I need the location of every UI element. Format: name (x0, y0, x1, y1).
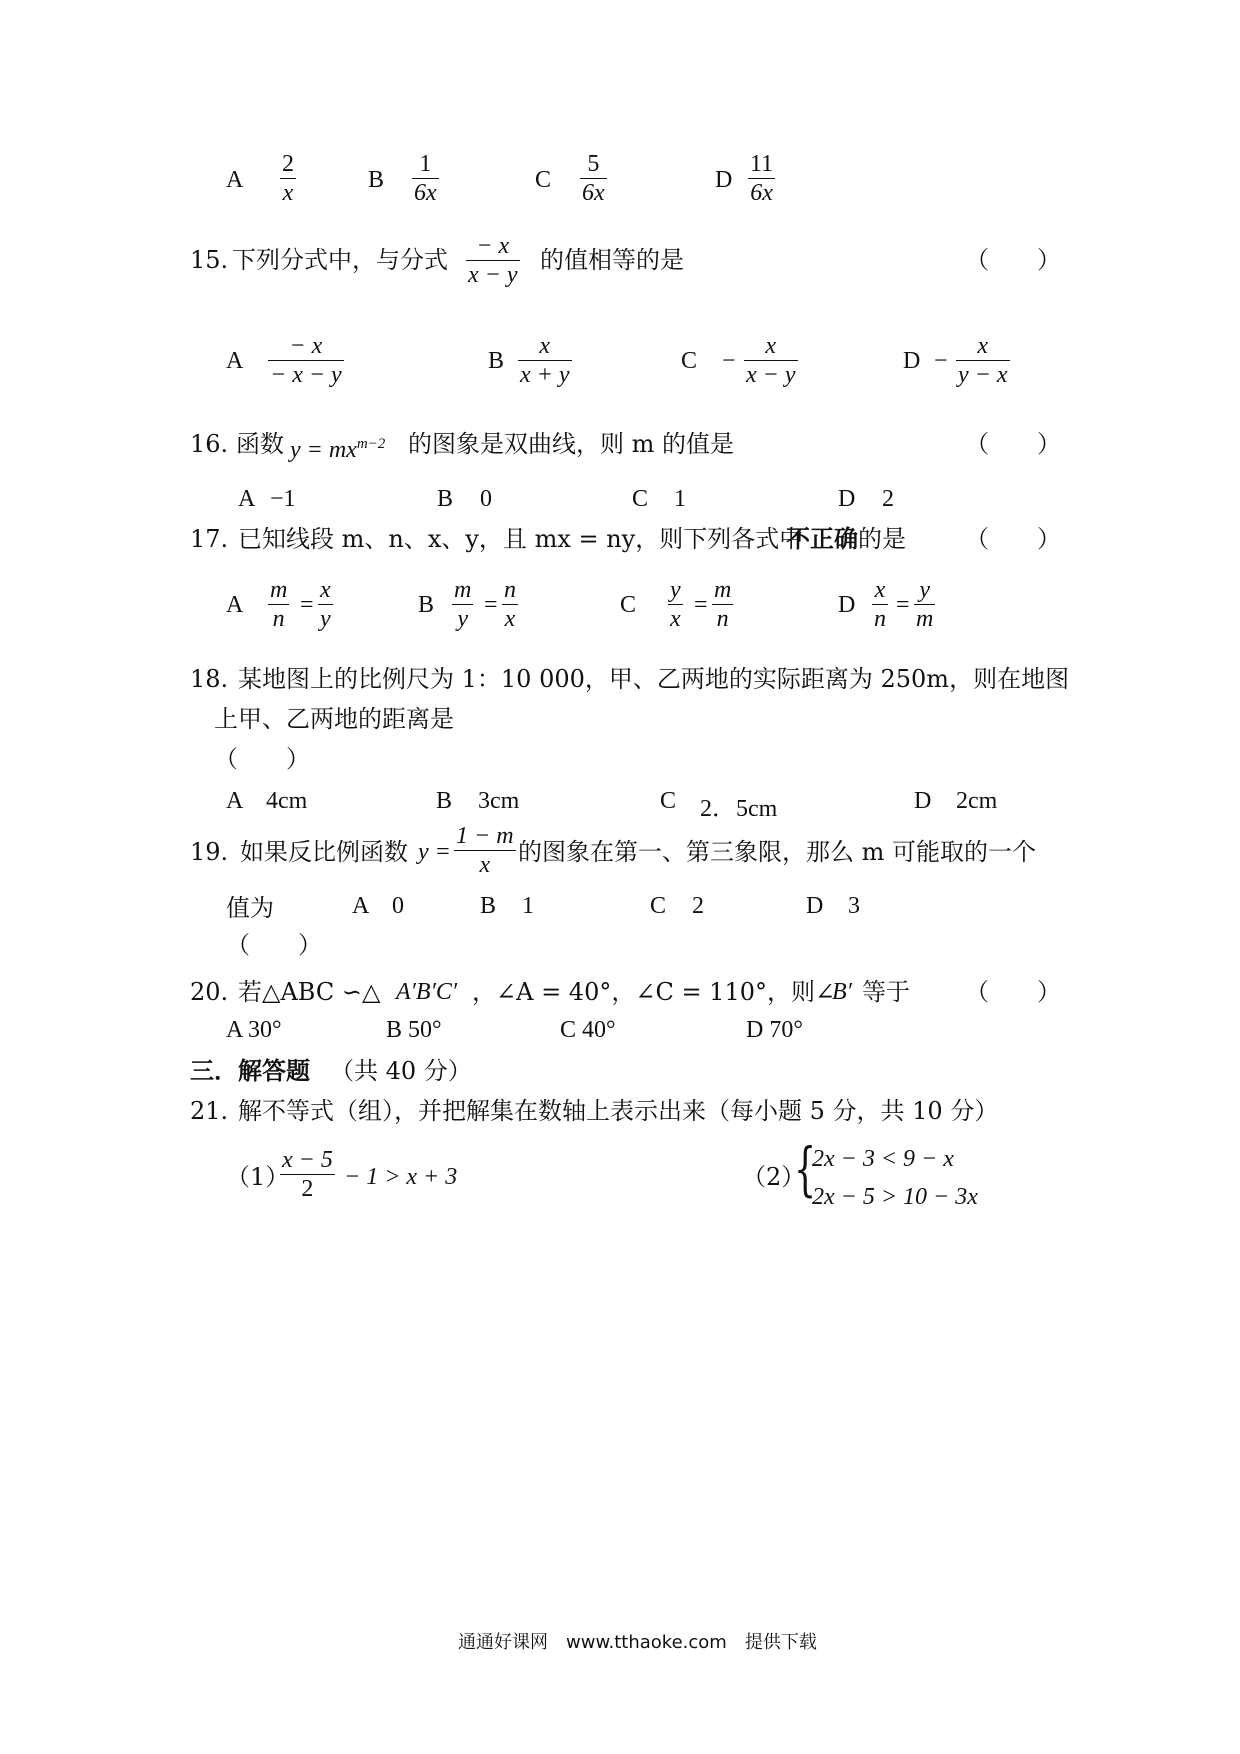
q15-stem-b: 的值相等的是 (540, 246, 684, 274)
q21-stem: 解不等式（组），并把解集在数轴上表示出来（每小题 5 分，共 10 分） (238, 1097, 999, 1125)
q17-stem-b: 的是 (858, 525, 906, 553)
q19-option-d-label: D (806, 893, 824, 919)
q18-number: 18. (190, 665, 229, 693)
q20-option-c: C 40° (560, 1017, 616, 1043)
q15-option-d-fraction: $\frac{x}{y - x}$ (958, 333, 1008, 388)
q19-option-d-value: 3 (848, 893, 860, 919)
q17-option-a-right-fraction: $\frac{x}{y}$ (320, 577, 331, 632)
q19-option-c-label: C (650, 893, 667, 919)
q17-option-a-left-fraction: $\frac{m}{n}$ (270, 577, 288, 632)
q16-stem-a: 函数 (236, 430, 284, 458)
q16-option-d-label: D (838, 486, 856, 512)
q21-part2-brace: { (794, 1135, 817, 1203)
q19-option-b-value: 1 (522, 893, 534, 919)
q20-stem-b: ，∠A = 40°，∠C = 110°，则∠ (472, 978, 836, 1006)
q20-number: 20. (190, 978, 229, 1006)
q17-option-b-label: B (418, 592, 435, 618)
page-footer: 通通好课网 www.tthaoke.com 提供下载 (458, 1632, 817, 1653)
q17-stem-a: 已知线段 m、n、x、y，且 mx = ny，则下列各式中 (238, 525, 804, 553)
q17-option-c-left-fraction: $\frac{y}{x}$ (670, 577, 681, 632)
q20-similar-triangle: A′B′C′ (396, 979, 458, 1005)
q17-option-d-left-fraction: $\frac{x}{n}$ (874, 577, 886, 632)
q17-option-d-equals: = (896, 592, 910, 618)
q18-stem-line1: 某地图上的比例尺为 1：10 000，甲、乙两地的实际距离为 250m，则在地图 (238, 665, 1070, 693)
q21-number: 21. (190, 1097, 229, 1125)
q19-number: 19. (190, 838, 229, 866)
q19-option-b-label: B (480, 893, 497, 919)
q17-option-c-equals: = (694, 592, 708, 618)
q21-part2-inequality-1: 2x − 3 < 9 − x (812, 1146, 954, 1172)
q15-option-c-label: C (681, 348, 698, 374)
q19-stem-b: 的图象在第一、第三象限，那么 m 可能取的一个 (518, 838, 1037, 866)
q18-option-b-value: 3cm (478, 788, 520, 814)
q16-option-a-label: A (238, 486, 256, 512)
q17-number: 17. (190, 525, 229, 553)
q19-option-a-value: 0 (392, 893, 404, 919)
q16-stem-b: 的图象是双曲线，则 m 的值是 (408, 430, 735, 458)
section-3-title: 三．解答题 (190, 1056, 310, 1085)
q20-option-b: B 50° (386, 1017, 442, 1043)
q18-answer-paren: （ ） (214, 745, 310, 773)
q14-option-b-label: B (368, 167, 385, 193)
q14-option-d-fraction: $\frac{11}{6x}$ (750, 151, 774, 206)
q15-option-a-label: A (226, 348, 244, 374)
q17-option-b-equals: = (484, 592, 498, 618)
q21-part1-fraction: $\frac{x - 5}{2}$ (282, 1147, 333, 1202)
q19-stem-line2: 值为 (226, 894, 274, 922)
q17-option-d-right-fraction: $\frac{y}{m}$ (916, 577, 934, 632)
q21-part2-inequality-2: 2x − 5 > 10 − 3x (812, 1184, 978, 1210)
q14-option-d-label: D (715, 167, 733, 193)
q20-angle-b-prime: B′ (832, 979, 852, 1005)
q15-stem-a: 下列分式中，与分式 (232, 246, 448, 274)
q16-option-a-value: −1 (270, 486, 296, 512)
q16-option-d-value: 2 (882, 486, 894, 512)
q17-option-a-equals: = (300, 592, 314, 618)
q19-option-a-label: A (352, 893, 370, 919)
q17-option-c-label: C (620, 592, 637, 618)
q17-option-a-label: A (226, 592, 244, 618)
q16-option-b-label: B (437, 486, 454, 512)
section-3-points: （共 40 分） (330, 1057, 472, 1085)
q15-answer-paren: （ ） (965, 246, 1061, 274)
q18-option-c-label: C (660, 788, 677, 814)
q15-option-d-label: D (903, 348, 921, 374)
q15-option-a-fraction: $\frac{- x}{- x - y}$ (270, 333, 342, 388)
q18-option-d-value: 2cm (956, 788, 998, 814)
q18-option-a-label: A (226, 788, 244, 814)
q19-y-equals: y = (418, 839, 451, 865)
q14-option-a-fraction: $\frac{2}{x}$ (282, 151, 294, 206)
q16-function-expression: $y = mx^{m-2}$ (290, 436, 386, 463)
q17-option-b-right-fraction: $\frac{n}{x}$ (504, 577, 516, 632)
q15-option-b-fraction: $\frac{x}{x + y}$ (520, 333, 570, 388)
q20-answer-paren: （ ） (965, 978, 1061, 1006)
q15-option-b-label: B (488, 348, 505, 374)
q15-option-c-sign: − (722, 348, 736, 374)
q14-option-b-fraction: $\frac{1}{6x}$ (414, 151, 437, 206)
q15-option-d-sign: − (934, 348, 948, 374)
q16-option-c-label: C (632, 486, 649, 512)
q18-option-c-value: 2．5cm (700, 796, 778, 822)
q20-stem-c: 等于 (862, 978, 910, 1006)
q19-stem-a: 如果反比例函数 (240, 838, 408, 866)
q21-part1-rest: − 1 > x + 3 (344, 1164, 458, 1190)
q16-option-b-value: 0 (480, 486, 492, 512)
q17-option-b-left-fraction: $\frac{m}{y}$ (454, 577, 472, 632)
q19-answer-paren: （ ） (226, 931, 322, 959)
q15-number: 15. (190, 246, 229, 274)
q16-answer-paren: （ ） (965, 430, 1061, 458)
q15-option-c-fraction: $\frac{x}{x - y}$ (746, 333, 796, 388)
q19-fraction: $\frac{1 - m}{x}$ (456, 823, 514, 878)
q17-option-c-right-fraction: $\frac{m}{n}$ (714, 577, 732, 632)
q20-option-a: A 30° (226, 1017, 282, 1043)
q17-stem-emphasis: 不正确 (786, 524, 858, 553)
q21-part2-label: （2） (742, 1163, 806, 1191)
q17-option-d-label: D (838, 592, 856, 618)
q16-number: 16. (190, 430, 229, 458)
q18-option-a-value: 4cm (266, 788, 308, 814)
q16-option-c-value: 1 (674, 486, 686, 512)
q18-option-b-label: B (436, 788, 453, 814)
q14-option-c-fraction: $\frac{5}{6x}$ (582, 151, 605, 206)
q20-stem-a: 若△ABC ∽△ (238, 978, 381, 1006)
q14-option-c-label: C (535, 167, 552, 193)
q18-stem-line2: 上甲、乙两地的距离是 (214, 705, 454, 733)
q19-option-c-value: 2 (692, 893, 704, 919)
q14-option-a-label: A (226, 167, 244, 193)
q17-answer-paren: （ ） (965, 525, 1061, 553)
q15-stem-fraction: $\frac{- x}{x - y}$ (468, 233, 518, 288)
q21-part1-label: （1） (226, 1163, 290, 1191)
q18-option-d-label: D (914, 788, 932, 814)
q20-option-d: D 70° (746, 1017, 803, 1043)
